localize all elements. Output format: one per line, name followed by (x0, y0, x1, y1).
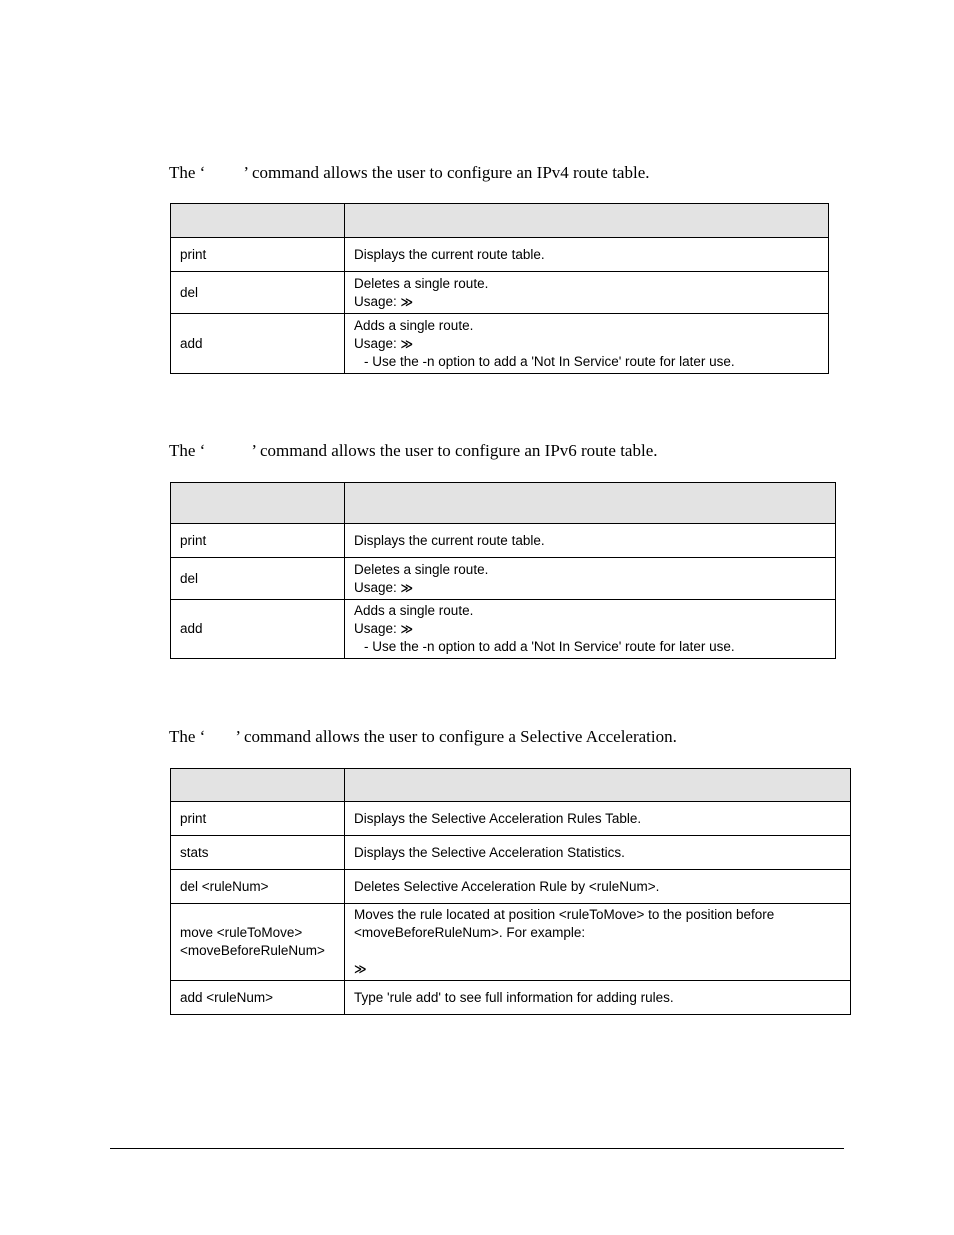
command-cell: add (171, 314, 345, 374)
description-cell: Displays the current route table. (345, 238, 829, 272)
prompt-chevron-icon: ≫ (400, 622, 413, 636)
command-cell: print (171, 802, 345, 836)
rule-intro: The ‘ ’ command allows the user to configure a Selective Acceleration. (169, 727, 677, 746)
command-cell: move <ruleToMove> <moveBeforeRuleNum> (171, 904, 345, 981)
table-header-row (171, 483, 836, 524)
command-cell: del (171, 558, 345, 600)
table-row (171, 802, 851, 836)
prompt-chevron-icon: ≫ (400, 336, 413, 351)
command-cell: del <ruleNum> (171, 870, 345, 904)
description-cell: Displays the Selective Acceleration Statistics. (345, 836, 851, 870)
rule-command-table (170, 768, 851, 1015)
description-cell: Type 'rule add' to see full information for adding rules. (345, 981, 851, 1015)
command-cell: stats (171, 836, 345, 870)
table-row (171, 558, 836, 600)
table-row (171, 524, 836, 558)
prompt-chevron-icon: ≫ (354, 962, 366, 976)
table-header-row (171, 204, 829, 238)
command-cell: print (171, 524, 345, 558)
description-cell: Moves the rule located at position <ruleToMove> to the position before <moveBeforeRuleNum>. For example: ≫ (345, 904, 851, 981)
table-row (171, 904, 851, 981)
ipv6-route-table (170, 482, 836, 659)
table-header-row (171, 769, 851, 802)
description-cell: Adds a single route. Usage: ≫ - Use the -n option to add a 'Not In Service' route for later use. (345, 600, 836, 659)
prompt-chevron-icon: ≫ (400, 294, 413, 309)
prompt-chevron-icon: ≫ (400, 580, 413, 595)
table-row (171, 836, 851, 870)
table-row (171, 981, 851, 1015)
table-row (171, 870, 851, 904)
description-cell: Deletes Selective Acceleration Rule by <ruleNum>. (345, 870, 851, 904)
table-row (171, 600, 836, 659)
table-row (171, 272, 829, 314)
description-cell: Displays the Selective Acceleration Rules Table. (345, 802, 851, 836)
description-cell: Deletes a single route. Usage: ≫ (345, 272, 829, 314)
command-cell: add (171, 600, 345, 659)
description-cell: Deletes a single route. Usage: ≫ (345, 558, 836, 600)
command-cell: print (171, 238, 345, 272)
description-cell: Displays the current route table. (345, 524, 836, 558)
table-row (171, 314, 829, 374)
command-cell: add <ruleNum> (171, 981, 345, 1015)
footer-divider (110, 1148, 844, 1149)
description-cell: Adds a single route. Usage: ≫ - Use the -n option to add a 'Not In Service' route for later use. (345, 314, 829, 374)
table-row (171, 238, 829, 272)
ipv6-route-intro: The ‘ ’ command allows the user to configure an IPv6 route table. (169, 441, 658, 460)
ipv4-route-intro: The ‘ ’ command allows the user to configure an IPv4 route table. (169, 163, 650, 182)
command-cell: del (171, 272, 345, 314)
ipv4-route-table (170, 203, 829, 374)
